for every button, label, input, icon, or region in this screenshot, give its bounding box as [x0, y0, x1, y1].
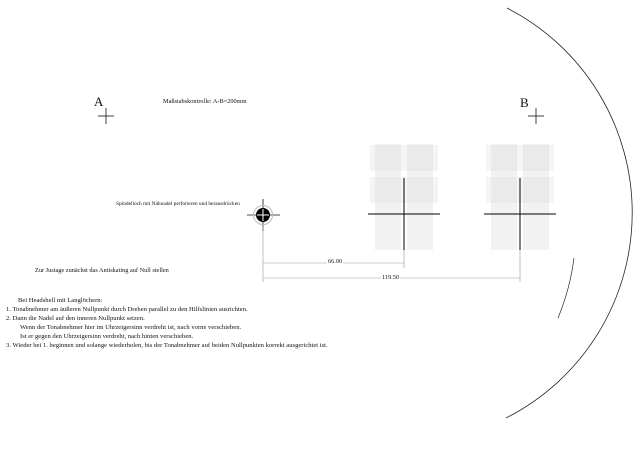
- registration-mark-b-icon: [528, 108, 544, 124]
- instructions-heading: Bei Headshell mit Langlöchern:: [18, 297, 103, 304]
- record-edge-arc: [506, 8, 632, 418]
- spindle-hole-label: Spindelloch mit Nähnadel perforieren und herausdrücken: [116, 201, 240, 207]
- antiskating-note: Zur Justage zunächst das Antiskating auf Null stellen: [35, 267, 169, 274]
- instruction-step-3: 3. Wieder bei 1. beginnen und solange wiederholen, bis der Tonabnehmer auf beiden Nullpunkten korrekt ausgerichtet ist.: [6, 341, 328, 349]
- spindle-target-icon: [247, 199, 280, 231]
- registration-mark-a-icon: [98, 108, 114, 124]
- null-point-outer-crosshair: [484, 178, 556, 250]
- dimension-inner-value: 66.00: [328, 258, 343, 265]
- instructions-block: [6, 297, 328, 350]
- instruction-step-2-clockwise: Wenn der Tonabnehmer hier im Uhrzeigersinn verdreht ist, nach vorne verschieben.: [20, 323, 242, 331]
- point-b-label: B: [520, 95, 529, 110]
- point-a-label: A: [94, 94, 104, 109]
- null-point-inner-crosshair: [368, 178, 440, 250]
- instruction-step-1: 1. Tonabnehmer am äußeren Nullpunkt durch Drehen parallel zu den Hilfslinien ausrichten.: [6, 305, 248, 313]
- instruction-step-2: 2. Dann die Nadel auf den inneren Nullpunkt setzen.: [6, 314, 145, 322]
- dimension-outer-value: 119.50: [382, 274, 400, 281]
- record-inner-arc: [558, 258, 574, 318]
- scale-check-label: Maßstabskontrolle: A-B=200mm: [163, 98, 247, 105]
- instruction-step-2-counterclockwise: Ist er gegen den Uhrzeigersinn verdreht, nach hinten verschieben.: [20, 332, 194, 340]
